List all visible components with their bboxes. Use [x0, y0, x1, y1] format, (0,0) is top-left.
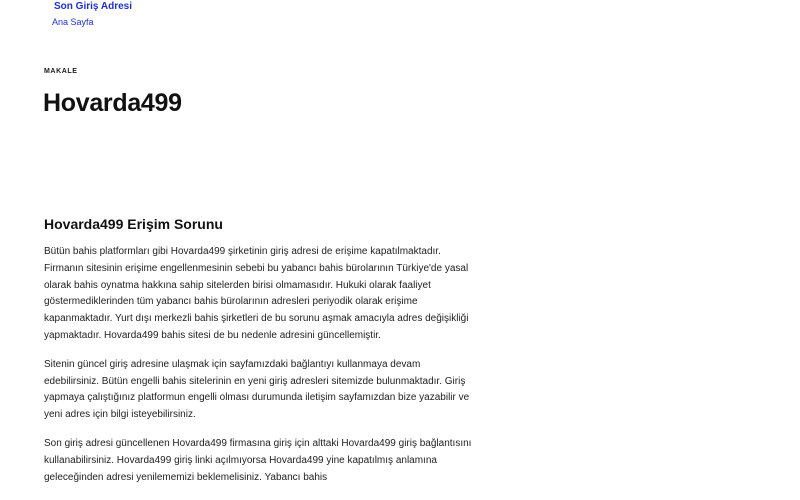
- site-title-link[interactable]: Son Giriş Adresi: [54, 1, 132, 12]
- paragraph: Bütün bahis platformları gibi Hovarda499 şirketinin giriş adresi de erişime kapatılmaktadır. Firmanın sitesinin erişime engellenmesinin sebebi bu yabancı bahis bürolarının Türkiye'de yasal olarak bahis oynatma hakkına sahip sitelerden birisi olmamasıdır. Hukuki olarak faaliyet göstermediklerinden tüm yabancı bahis bürolarının adresleri periyodik olarak erişime kapanmaktadır. Yurt dışı merkezli bahis şirketleri de bu sorunu aşmak amacıyla adres değişikliği yapmaktadır. Hovarda499 bahis sitesi de bu nedenle adresini güncellemiştir.: [44, 246, 469, 341]
- section-heading: Hovarda499 Erişim Sorunu: [44, 216, 223, 232]
- post-content: [44, 216, 474, 498]
- nav-home-link[interactable]: Ana Sayfa: [52, 17, 94, 27]
- paragraph: Son giriş adresi güncellenen Hovarda499 firmasına giriş için alttaki Hovarda499 giriş bağlantısını kullanabilirsiniz. Hovarda499 giriş linki açılmıyorsa Hovarda499 yine kapatılmış anlamına geleceğinden adresi yenilememizi beklemelisiniz. Yabancı bahis: [44, 437, 472, 483]
- post-title: Hovarda499: [43, 89, 182, 117]
- paragraph: Sitenin güncel giriş adresine ulaşmak için sayfamızdaki bağlantıyı kullanmaya devam edebilirsiniz. Bütün engelli bahis sitelerinin en yeni giriş adresleri sitemizde bulunmaktadır. Giriş yapmaya çalıştığınız platformun engelli olması durumunda iletişim sayfamızdan bize yazabilir ve yeni adres için bilgi isteyebilirsiniz.: [44, 358, 470, 421]
- post-category-label[interactable]: MAKALE: [44, 68, 78, 75]
